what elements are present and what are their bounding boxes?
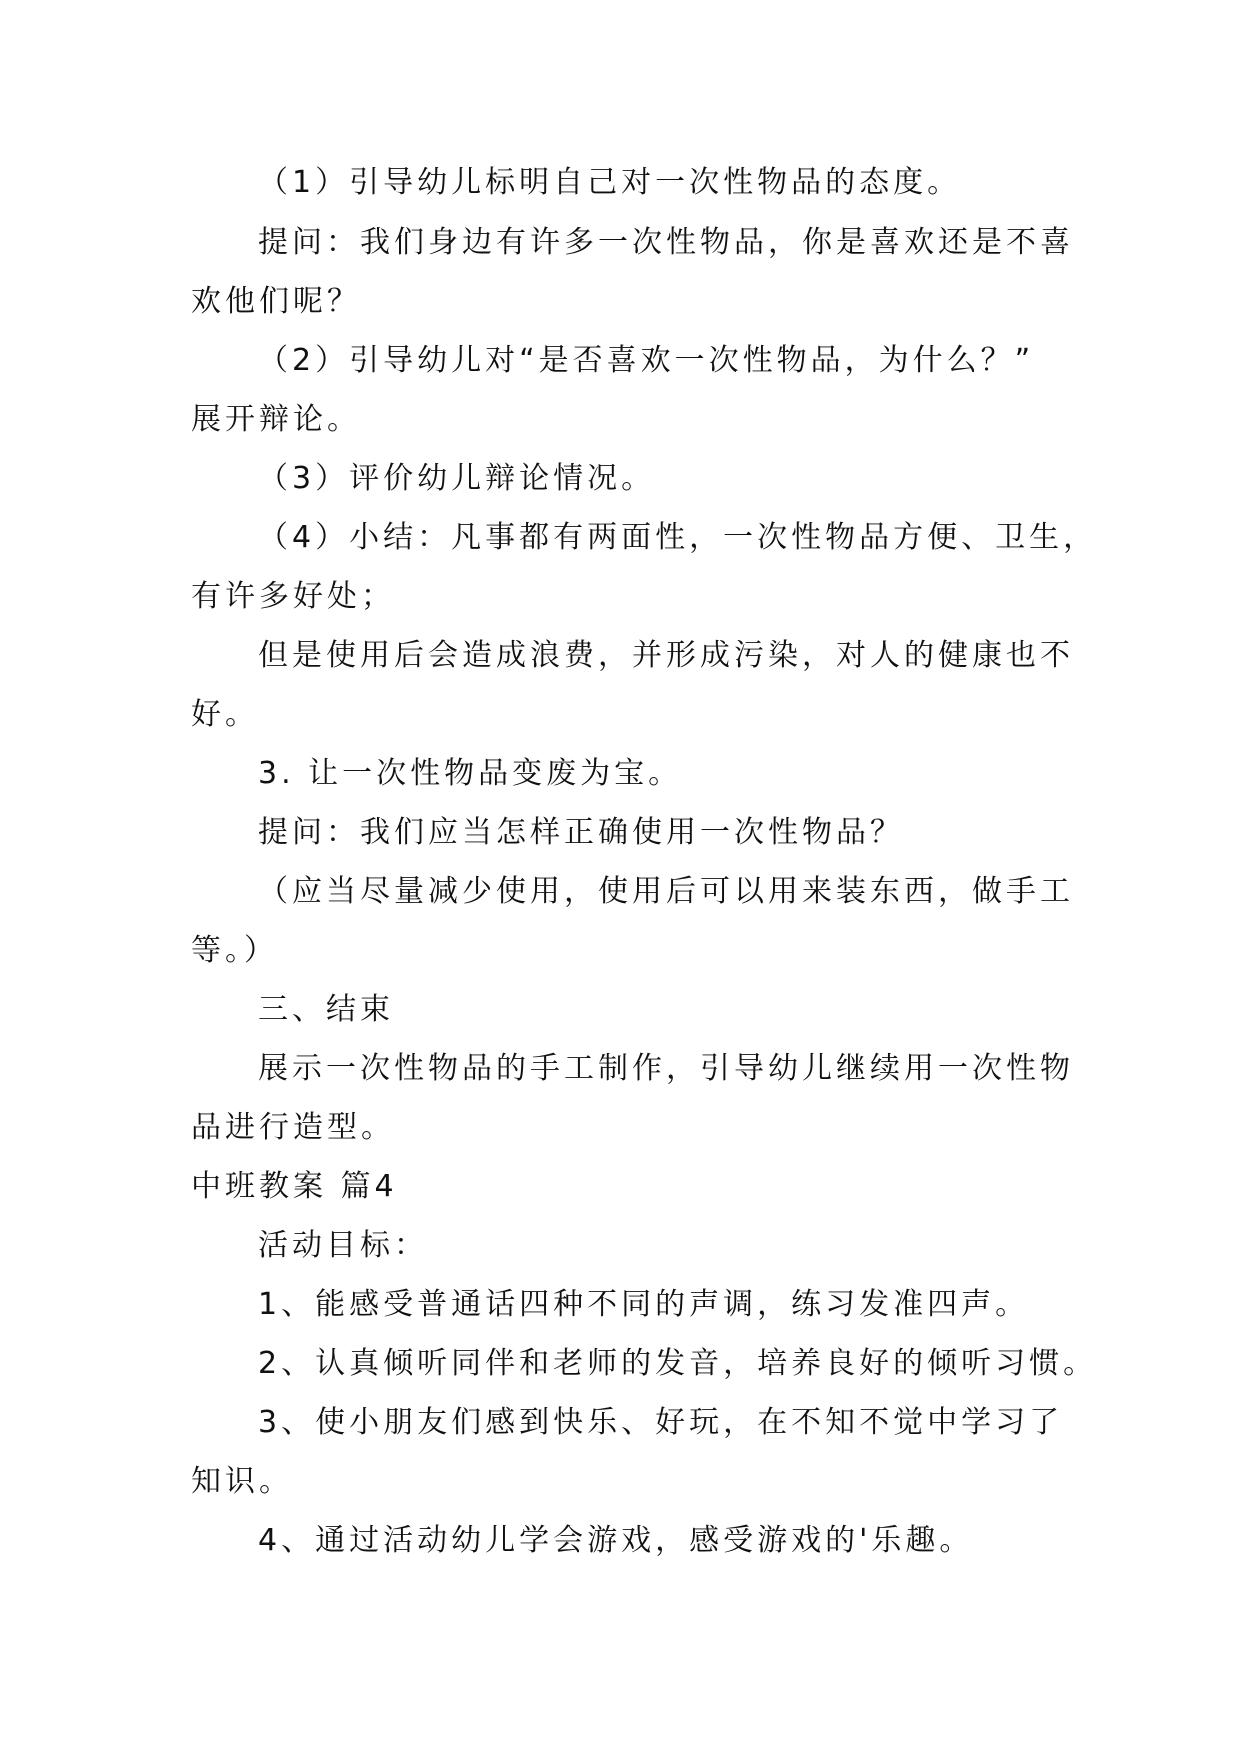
paragraph-line: 欢他们呢？: [191, 284, 361, 319]
objective-item: 1、能感受普通话四种不同的声调，练习发准四声。: [258, 1287, 1030, 1322]
paragraph-line: 提问：我们应当怎样正确使用一次性物品？: [258, 815, 904, 850]
paragraph-line: 提问：我们身边有许多一次性物品，你是喜欢还是不喜: [258, 225, 1074, 260]
paragraph-line: （应当尽量减少使用，使用后可以用来装东西，做手工: [258, 874, 1074, 909]
paragraph-line: 但是使用后会造成浪费，并形成污染，对人的健康也不: [258, 638, 1074, 673]
section-heading: 三、结束: [258, 992, 394, 1027]
paragraph-line: （2）引导幼儿对“是否喜欢一次性物品，为什么？”: [258, 343, 1035, 378]
paragraph-line: （3）评价幼儿辩论情况。: [258, 461, 656, 496]
paragraph-line: 有许多好处；: [191, 579, 395, 614]
paragraph-line: （4）小结：凡事都有两面性，一次性物品方便、卫生，: [258, 520, 1098, 555]
paragraph-line: 展示一次性物品的手工制作，引导幼儿继续用一次性物: [258, 1051, 1074, 1086]
objective-item: 3、使小朋友们感到快乐、好玩，在不知不觉中学习了: [258, 1405, 1064, 1440]
paragraph-line: 3. 让一次性物品变废为宝。: [258, 756, 683, 791]
lesson-title: 中班教案 篇4: [191, 1169, 398, 1204]
paragraph-line: 品进行造型。: [191, 1110, 395, 1145]
paragraph-line: 好。: [191, 697, 259, 732]
paragraph-line: 知识。: [191, 1464, 293, 1499]
objective-item: 4、通过活动幼儿学会游戏，感受游戏的'乐趣。: [258, 1523, 974, 1558]
paragraph-line: 展开辩论。: [191, 402, 361, 437]
paragraph-line: 等。）: [191, 933, 278, 968]
objectives-heading: 活动目标：: [258, 1228, 428, 1263]
paragraph-line: （1）引导幼儿标明自己对一次性物品的态度。: [258, 165, 962, 200]
objective-item: 2、认真倾听同伴和老师的发音，培养良好的倾听习惯。: [258, 1346, 1098, 1381]
